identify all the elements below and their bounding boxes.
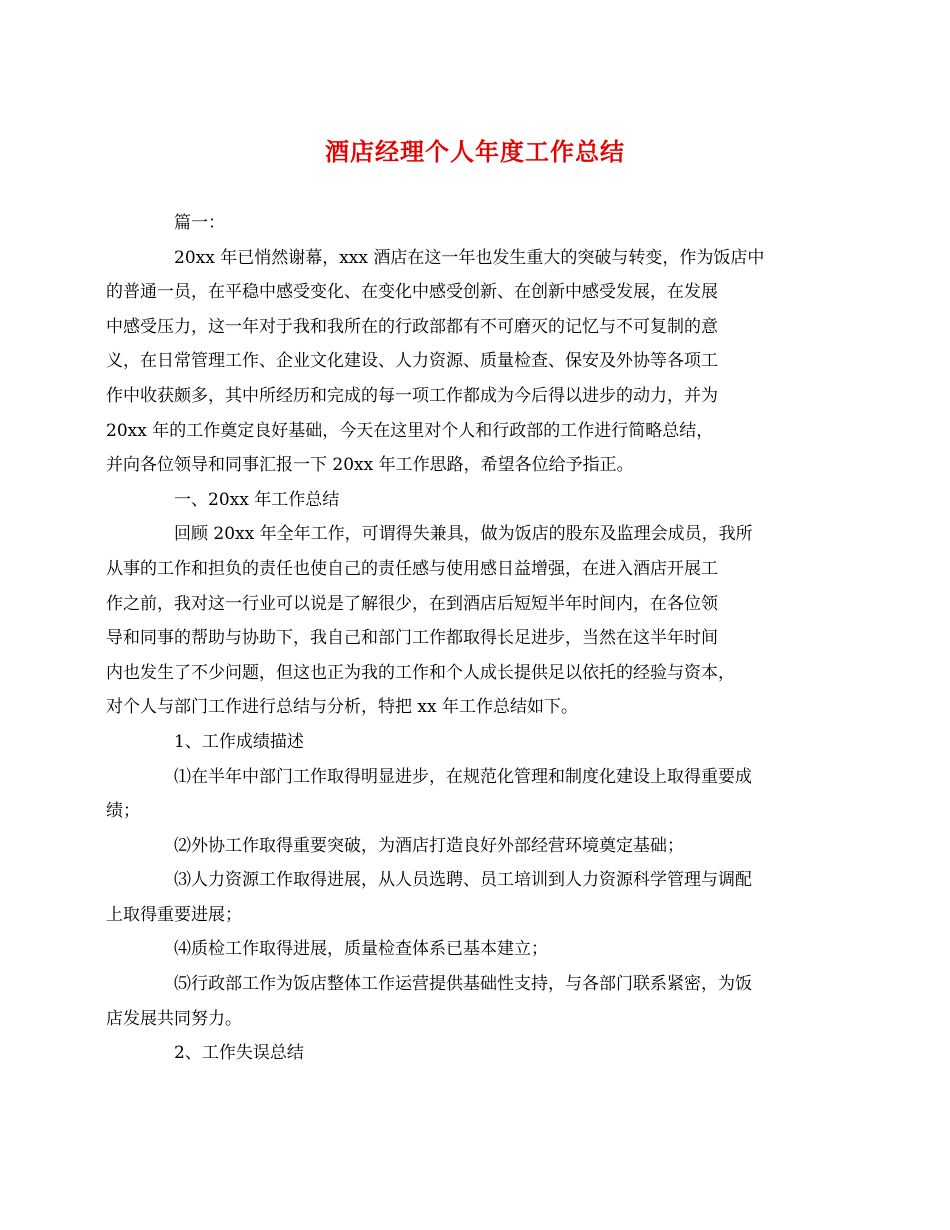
paragraph-line: 内也发生了不少问题，但这也正为我的工作和个人成长提供足以依托的经验与资本， [106, 662, 735, 683]
paragraph [106, 863, 812, 932]
paragraph-line: 20xx 年的工作奠定良好基础，今天在这里对个人和行政部的工作进行简略总结， [106, 420, 714, 441]
paragraph [140, 829, 812, 864]
paragraph [106, 517, 812, 725]
paragraph-line: ⑸行政部工作为饭店整体工作运营提供基础性支持，与各部门联系紧密，为饭 [174, 974, 752, 995]
paragraph-line: 绩； [106, 801, 140, 822]
paragraph [106, 760, 812, 829]
paragraph-line: 并向各位领导和同事汇报一下 20xx 年工作思路，希望各位给予指正。 [106, 455, 634, 476]
paragraph-line: 店发展共同努力。 [106, 1008, 242, 1029]
paragraph [140, 483, 812, 518]
paragraph-line: 作之前，我对这一行业可以说是了解很少，在到酒店后短短半年时间内，在各位领 [106, 593, 718, 614]
paragraph-line: 1、工作成绩描述 [174, 731, 304, 752]
document-title: 酒店经理个人年度工作总结 [325, 137, 625, 166]
paragraph-line: 对个人与部门工作进行总结与分析，特把 xx 年工作总结如下。 [106, 697, 578, 718]
paragraph-line: 的普通一员，在平稳中感受变化、在变化中感受创新、在创新中感受发展，在发展 [106, 282, 718, 303]
paragraph-line: ⑶人力资源工作取得进展，从人员选聘、员工培训到人力资源科学管理与调配 [174, 870, 752, 891]
paragraph-line: 从事的工作和担负的责任也使自己的责任感与使用感日益增强，在进入酒店开展工 [106, 558, 718, 579]
paragraph-line: 上取得重要进展； [106, 904, 242, 925]
paragraph-line: 中感受压力，这一年对于我和我所在的行政部都有不可磨灭的记忆与不可复制的意 [106, 316, 718, 337]
paragraph-line: 作中收获颇多，其中所经历和完成的每一项工作都成为今后得以进步的动力，并为 [106, 385, 718, 406]
paragraph [140, 725, 812, 760]
paragraph [140, 206, 812, 241]
paragraph-line: ⑴在半年中部门工作取得明显进步，在规范化管理和制度化建设上取得重要成 [174, 766, 752, 787]
paragraph-line: 回顾 20xx 年全年工作，可谓得失兼具，做为饭店的股东及监理会成员，我所 [174, 524, 753, 545]
paragraph-line: 2、工作失误总结 [174, 1043, 304, 1064]
paragraph-line: 导和同事的帮助与协助下，我自己和部门工作都取得长足进步，当然在这半年时间 [106, 628, 718, 649]
paragraph-line: 义，在日常管理工作、企业文化建设、人力资源、质量检查、保安及外协等各项工 [106, 351, 718, 372]
paragraph-line: ⑵外协工作取得重要突破，为酒店打造良好外部经营环境奠定基础； [174, 835, 684, 856]
paragraph [140, 932, 812, 967]
paragraph-line: 一、20xx 年工作总结 [174, 489, 340, 510]
paragraph-line: 20xx 年已悄然谢幕，xxx 酒店在这一年也发生重大的突破与转变，作为饭店中 [174, 247, 765, 268]
paragraph-line: ⑷质检工作取得进展，质量检查体系已基本建立； [174, 939, 548, 960]
paragraph [106, 241, 812, 483]
document-body [106, 206, 812, 1071]
paragraph-line: 篇一： [174, 213, 225, 233]
paragraph [106, 967, 812, 1036]
paragraph [140, 1036, 812, 1071]
